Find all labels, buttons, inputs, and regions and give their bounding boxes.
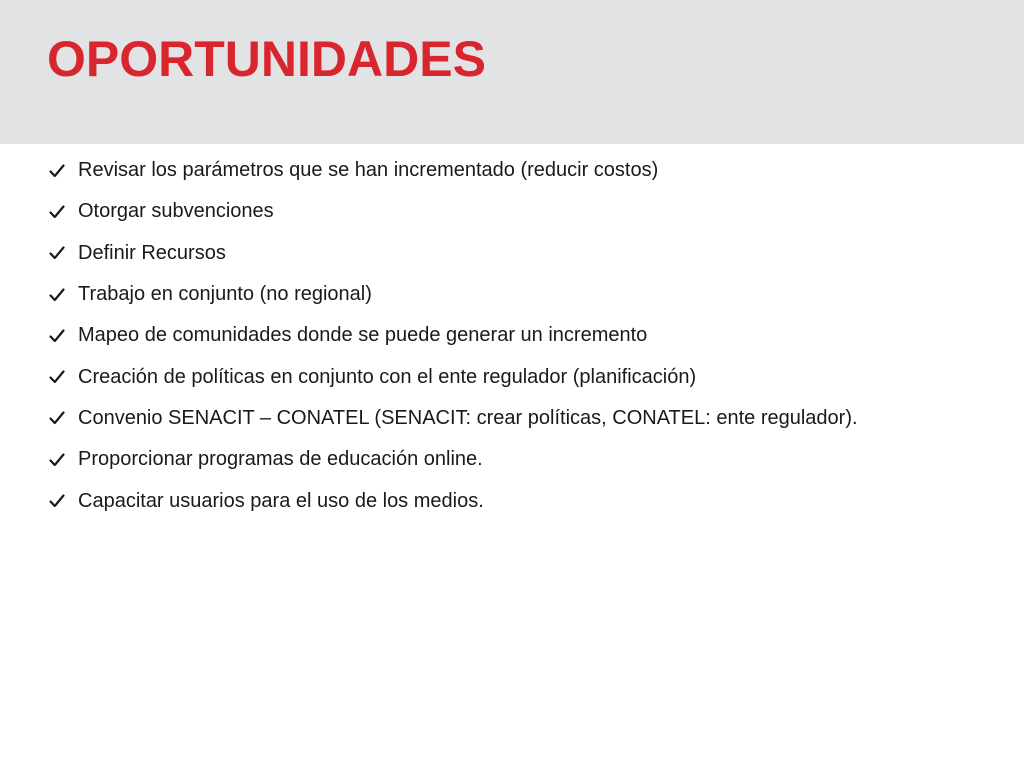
check-mark-icon — [48, 327, 66, 345]
bullet-item — [48, 439, 1008, 480]
bullet-text: Trabajo en conjunto (no regional) — [78, 283, 372, 306]
check-mark-icon — [48, 451, 66, 469]
bullet-text: Mapeo de comunidades donde se puede generar un incremento — [78, 324, 648, 347]
slide-title: OPORTUNIDADES — [47, 31, 486, 87]
bullet-text: Definir Recursos — [78, 241, 226, 264]
check-mark-icon — [48, 203, 66, 221]
bullet-list — [48, 150, 1008, 522]
check-mark-icon — [48, 286, 66, 304]
check-mark-icon — [48, 409, 66, 427]
bullet-text: Capacitar usuarios para el uso de los medios. — [78, 489, 484, 512]
bullet-item — [48, 233, 1008, 274]
check-mark-icon — [48, 492, 66, 510]
bullet-text: Creación de políticas en conjunto con el ente regulador (planificación) — [78, 365, 697, 388]
bullet-item — [48, 274, 1008, 315]
check-mark-icon — [48, 368, 66, 386]
check-mark-icon — [48, 162, 66, 180]
bullet-item — [48, 315, 1008, 356]
bullet-item — [48, 398, 1008, 439]
bullet-item — [48, 480, 1008, 521]
bullet-item — [48, 150, 1008, 191]
bullet-item — [48, 356, 1008, 397]
bullet-text: Convenio SENACIT – CONATEL (SENACIT: crear políticas, CONATEL: ente regulador). — [78, 406, 858, 429]
check-mark-icon — [48, 244, 66, 262]
bullet-text: Revisar los parámetros que se han incrementado (reducir costos) — [78, 159, 659, 182]
bullet-text: Proporcionar programas de educación online. — [78, 448, 483, 471]
bullet-item — [48, 191, 1008, 232]
bullet-text: Otorgar subvenciones — [78, 200, 274, 223]
